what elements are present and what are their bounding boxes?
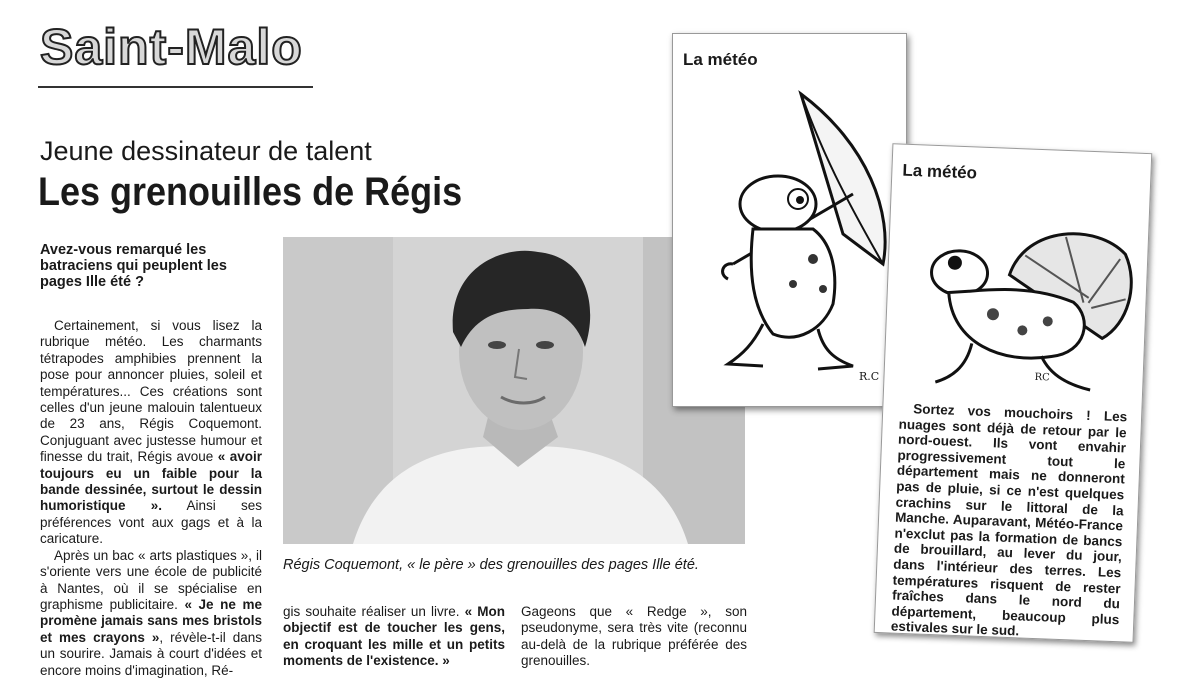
header-divider [38, 86, 313, 88]
weather-forecast-text [891, 401, 1128, 643]
article-column-2 [283, 604, 505, 670]
section-title: Saint-Malo [40, 19, 303, 75]
quote-run: « avoir toujours eu un faible pour la bande dessinée, surtout le dessin humoristique ». [40, 449, 262, 514]
text-run: Après un bac « arts plastiques », il s'oriente vers une école de publicité à Nantes, où il se spécialise en graphisme publicitaire. [40, 547, 262, 612]
paragraph-1 [40, 318, 262, 548]
paragraph-2 [40, 548, 262, 679]
weather-card-2 [874, 143, 1153, 643]
artist-signature: R.C [859, 370, 880, 383]
text-run: Ainsi ses préférences vont aux gags et à la caricature. [40, 498, 262, 547]
article-headline: Les grenouilles de Régis [38, 170, 463, 214]
paragraph: Sortez vos mouchoirs ! Les nuages sont déjà de retour par le nord-ouest. Ils vont envahir progressivement tout le département mais ne donneront pas de pluie, si ce n'est quelques crachins sur le littoral de la Manche. Auparavant, Météo-France n'exclut pas la formation de bancs de brouillard, au lever du jour, dans l'intérieur des terres. Les températures risquent de rester fraîches dans le nord du département, beaucoup plus estivales sur le sud. [890, 401, 1128, 639]
text-run: , révèle-t-il dans un sourire. Jamais à court d'idées et encore moins d'imagination, Ré- [40, 629, 262, 678]
frog-umbrella-icon [693, 84, 893, 384]
artist-signature: RC [1034, 371, 1050, 384]
article-lead: Avez-vous remarqué les batraciens qui peuplent les pages Ille été ? [40, 242, 227, 290]
weather-card-title: La météo [683, 50, 758, 69]
paragraph: Gageons que « Redge », son pseudonyme, sera très vite (reconnu au-delà de la rubrique préférée des grenouilles. [521, 604, 747, 669]
text-run: gis souhaite réaliser un livre. [283, 604, 465, 619]
quote-run: « Mon objectif est de toucher les gens, en croquant les mille et un petits moments de l'existence. » [283, 604, 505, 669]
article-kicker: Jeune dessinateur de talent [40, 136, 372, 166]
quote-run: « Je ne me promène jamais sans mes bristols et mes crayons » [40, 596, 262, 645]
frog-parasol-icon [910, 201, 1139, 399]
weather-card-2-wrapper [874, 143, 1151, 641]
article-column-1 [40, 318, 262, 679]
text-run: Certainement, si vous lisez la rubrique météo. Les charmants tétrapodes amphibies prennent la pose pour annoncer pluies, soleil et températures... Ces créations sont celles d'un jeune malouin talentueux de 23 ans, Régis Coquemont. Conjuguant avec justesse humour et finesse du trait, Régis avoue [40, 318, 262, 465]
weather-card-1 [672, 33, 907, 407]
photo-caption: Régis Coquemont, « le père » des grenouilles des pages Ille été. [283, 557, 699, 573]
weather-card-title: La météo [902, 160, 978, 183]
article-column-3 [521, 604, 747, 670]
paragraph [283, 604, 505, 670]
